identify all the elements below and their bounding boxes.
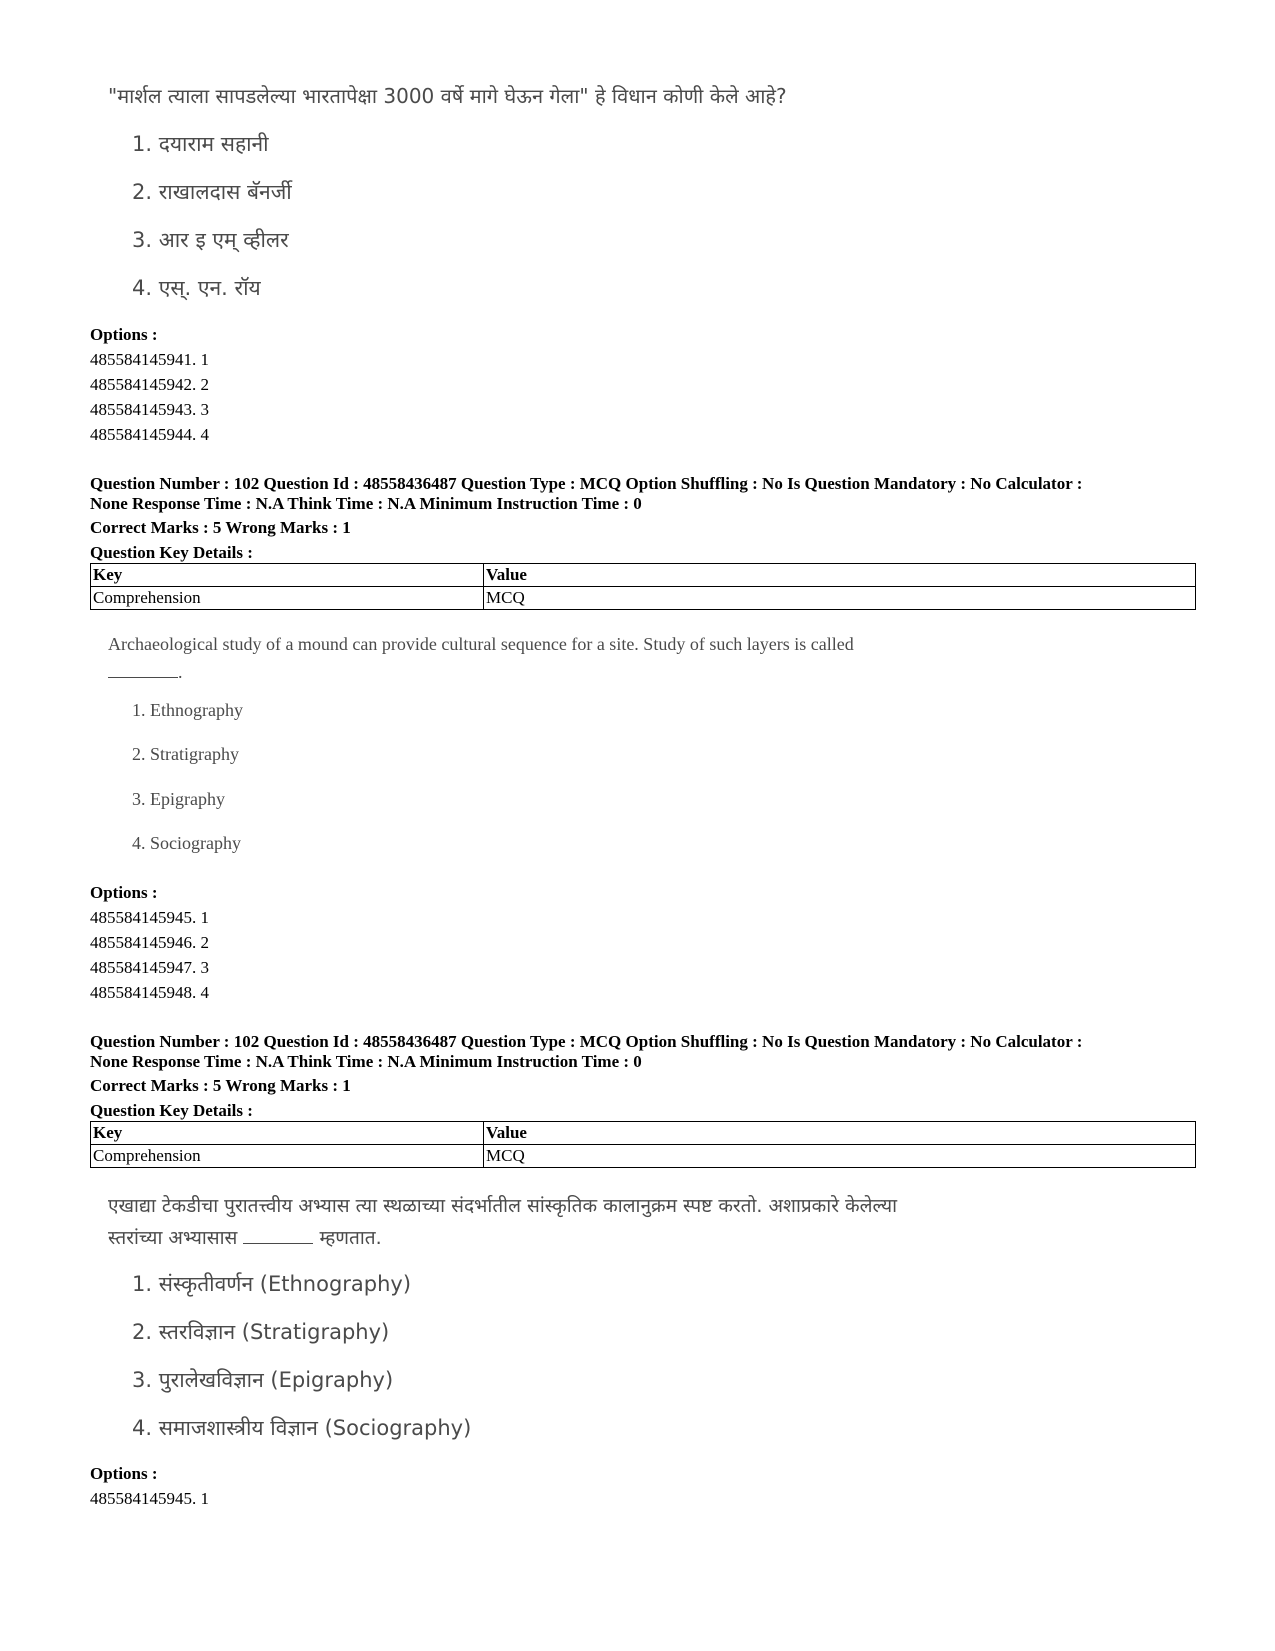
question-option: 4. समाजशास्त्रीय विज्ञान (Sociography) bbox=[132, 1416, 472, 1440]
question-meta bbox=[90, 474, 1190, 563]
option-id: 485584145941. 1 bbox=[90, 350, 209, 369]
table-header-row bbox=[91, 564, 1196, 587]
table-header-value: Value bbox=[484, 564, 1196, 587]
options-label: Options : bbox=[90, 1464, 158, 1483]
option-id: 485584145947. 3 bbox=[90, 958, 209, 977]
option-id: 485584145944. 4 bbox=[90, 425, 209, 444]
question-meta-line: None Response Time : N.A Think Time : N.A Minimum Instruction Time : 0 bbox=[90, 1052, 642, 1071]
question-option: 1. दयाराम सहानी bbox=[132, 132, 269, 156]
marks-line: Correct Marks : 5 Wrong Marks : 1 bbox=[90, 518, 351, 537]
question-option: 3. पुरालेखविज्ञान (Epigraphy) bbox=[132, 1368, 394, 1392]
key-details-label: Question Key Details : bbox=[90, 543, 253, 562]
question-option: 1. Ethnography bbox=[132, 700, 243, 720]
question-option: 1. संस्कृतीवर्णन (Ethnography) bbox=[132, 1272, 412, 1296]
question-meta bbox=[90, 1032, 1190, 1121]
question-option: 4. एस्. एन. रॉय bbox=[132, 276, 261, 300]
question-101-image bbox=[108, 80, 1108, 310]
option-id: 485584145945. 1 bbox=[90, 1489, 209, 1508]
table-header-key: Key bbox=[91, 1122, 484, 1145]
table-cell-value: MCQ bbox=[484, 1145, 1196, 1168]
question-option: 2. Stratigraphy bbox=[132, 744, 239, 764]
question-meta-line: Question Number : 102 Question Id : 48558436487 Question Type : MCQ Option Shuffling : No Is Question Mandatory : No Calculator : bbox=[90, 474, 1083, 493]
question-meta-line: Question Number : 102 Question Id : 48558436487 Question Type : MCQ Option Shuffling : No Is Question Mandatory : No Calculator : bbox=[90, 1032, 1083, 1051]
table-header-value: Value bbox=[484, 1122, 1196, 1145]
marks-line: Correct Marks : 5 Wrong Marks : 1 bbox=[90, 1076, 351, 1095]
option-id: 485584145942. 2 bbox=[90, 375, 209, 394]
question-meta-line: None Response Time : N.A Think Time : N.A Minimum Instruction Time : 0 bbox=[90, 494, 642, 513]
question-option: 2. राखालदास बॅनर्जी bbox=[132, 180, 292, 204]
question-stem-line2: स्तरांच्या अभ्यासास म्हणतात. bbox=[108, 1227, 382, 1249]
question-stem: "मार्शल त्याला सापडलेल्या भारतापेक्षा 3000 वर्षे मागे घेऊन गेला" हे विधान कोणी केले आहे? bbox=[108, 84, 787, 108]
blank-line bbox=[108, 676, 178, 678]
question-stem: Archaeological study of a mound can provide cultural sequence for a site. Study of such layers is called bbox=[108, 634, 854, 654]
question-option: 4. Sociography bbox=[132, 833, 241, 853]
question-option: 2. स्तरविज्ञान (Stratigraphy) bbox=[132, 1320, 390, 1344]
key-details-table bbox=[90, 1121, 1196, 1168]
question-stem: एखाद्या टेकडीचा पुरातत्त्वीय अभ्यास त्या स्थळाच्या संदर्भातील सांस्कृतिक कालानुक्रम स्पष्ट करतो. अशाप्रकारे केलेल्या bbox=[108, 1195, 898, 1217]
option-id: 485584145946. 2 bbox=[90, 933, 209, 952]
question-option: 3. आर इ एम् व्हीलर bbox=[132, 228, 289, 252]
table-row bbox=[91, 587, 1196, 610]
options-label: Options : bbox=[90, 883, 158, 902]
question-option: 3. Epigraphy bbox=[132, 789, 225, 809]
table-cell-value: MCQ bbox=[484, 587, 1196, 610]
key-details-label: Question Key Details : bbox=[90, 1101, 253, 1120]
table-cell-key: Comprehension bbox=[91, 1145, 484, 1168]
table-header-row bbox=[91, 1122, 1196, 1145]
option-id: 485584145945. 1 bbox=[90, 908, 209, 927]
options-list bbox=[90, 1461, 209, 1511]
key-details-table bbox=[90, 563, 1196, 610]
options-label: Options : bbox=[90, 325, 158, 344]
option-id: 485584145948. 4 bbox=[90, 983, 209, 1002]
question-stem-blank: . bbox=[108, 656, 1108, 688]
question-102-image bbox=[108, 628, 1108, 868]
table-header-key: Key bbox=[91, 564, 484, 587]
table-cell-key: Comprehension bbox=[91, 587, 484, 610]
option-id: 485584145943. 3 bbox=[90, 400, 209, 419]
options-list bbox=[90, 880, 209, 1005]
table-row bbox=[91, 1145, 1196, 1168]
blank-line bbox=[243, 1242, 313, 1244]
options-list bbox=[90, 322, 209, 447]
question-102-marathi-image bbox=[108, 1190, 1158, 1450]
